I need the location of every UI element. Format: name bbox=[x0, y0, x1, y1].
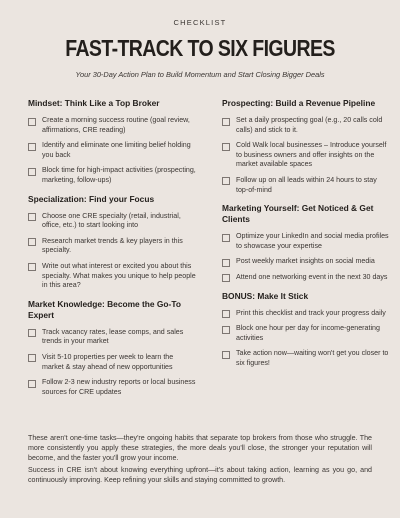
checkbox[interactable] bbox=[28, 168, 36, 176]
checklist-item[interactable] bbox=[222, 176, 390, 195]
checklist-kicker: CHECKLIST bbox=[173, 18, 227, 27]
checkbox[interactable] bbox=[222, 326, 230, 334]
section-market-knowledge bbox=[28, 299, 196, 398]
checklist-item[interactable] bbox=[222, 232, 390, 251]
checklist-item-text: Visit 5-10 properties per week to learn the market & stay ahead of new opportunities bbox=[42, 352, 174, 371]
checkbox[interactable] bbox=[222, 351, 230, 359]
checkbox[interactable] bbox=[222, 118, 230, 126]
checkbox[interactable] bbox=[28, 354, 36, 362]
checklist-item[interactable] bbox=[222, 116, 390, 135]
checklist-item[interactable] bbox=[28, 166, 196, 185]
checklist-item[interactable] bbox=[28, 262, 196, 291]
section-title: Prospecting: Build a Revenue Pipeline bbox=[222, 98, 376, 108]
checklist-item-text: Choose one CRE specialty (retail, industrial, office, etc.) to start looking into bbox=[42, 211, 181, 230]
checklist-item-text: Write out what interest or excited you about this specialty. What makes you unique to help people in this area? bbox=[42, 261, 196, 290]
checkbox[interactable] bbox=[222, 177, 230, 185]
checklist-item[interactable] bbox=[222, 309, 390, 319]
checklist-item[interactable] bbox=[28, 378, 196, 397]
checkbox[interactable] bbox=[222, 259, 230, 267]
checkbox[interactable] bbox=[222, 234, 230, 242]
footer-paragraph: Success in CRE isn't about knowing everything upfront—it's about taking action, learning as you go, and continuously improving. Keep refining your skills and staying committed to growth. bbox=[28, 466, 372, 484]
checklist-item-text: Set a daily prospecting goal (e.g., 20 calls cold calls) and stick to it. bbox=[236, 116, 383, 134]
checkbox[interactable] bbox=[222, 143, 230, 151]
page-title: FAST-TRACK TO SIX FIGURES bbox=[65, 35, 335, 62]
checklist-item[interactable] bbox=[28, 141, 196, 160]
checklist-item[interactable] bbox=[222, 273, 390, 283]
section-title: Specialization: Find your Focus bbox=[28, 193, 155, 204]
checklist-item-text: Post weekly market insights on social media bbox=[236, 257, 375, 266]
section-title: Mindset: Think Like a Top Broker bbox=[28, 98, 160, 108]
checklist-item-text: Cold Walk local businesses – Introduce yourself to business owners and offer insights on the market available spaces bbox=[236, 141, 387, 169]
section-bonus bbox=[222, 291, 390, 369]
checklist-item-text: Optimize your LinkedIn and social media profiles to showcase your expertise bbox=[236, 232, 389, 250]
checklist-item[interactable] bbox=[28, 116, 196, 135]
checkbox[interactable] bbox=[28, 213, 36, 221]
checklist-item[interactable] bbox=[28, 328, 196, 347]
checklist-item-text: Research market trends & key players in this specialty. bbox=[42, 236, 183, 255]
checklist-item-text: Block time for high-impact activities (prospecting, marketing, follow-ups) bbox=[42, 166, 196, 184]
checkbox[interactable] bbox=[28, 329, 36, 337]
checklist-item[interactable] bbox=[28, 237, 196, 256]
left-column bbox=[28, 98, 196, 405]
checklist-item-text: Follow 2-3 new industry reports or local business sources for CRE updates bbox=[42, 378, 196, 396]
section-title: Marketing Yourself: Get Noticed & Get Clients bbox=[222, 203, 374, 225]
checklist-item-text: Attend one networking event in the next 30 days bbox=[236, 272, 388, 281]
checkbox[interactable] bbox=[28, 143, 36, 151]
footer-paragraph: These aren't one-time tasks—they're ongoing habits that separate top brokers from those who struggle. The more consistently you apply these strategies, the more deals you'll close, the stronger your reputation will become, and the faster you'll grow your income. bbox=[28, 434, 372, 462]
right-column bbox=[222, 98, 390, 377]
checklist-item-text: Take action now—waiting won't get you closer to six figures! bbox=[236, 349, 389, 367]
checklist-item[interactable] bbox=[28, 212, 196, 231]
checklist-item-text: Create a morning success routine (goal review, affirmations, CRE reading) bbox=[42, 116, 190, 134]
section-prospecting bbox=[222, 98, 390, 195]
checklist-item[interactable] bbox=[28, 353, 196, 372]
section-mindset bbox=[28, 98, 196, 186]
checklist-item[interactable] bbox=[222, 141, 390, 170]
checkbox[interactable] bbox=[28, 118, 36, 126]
page-subtitle: Your 30-Day Action Plan to Build Momentum and Start Closing Bigger Deals bbox=[75, 70, 325, 79]
checkbox[interactable] bbox=[28, 238, 36, 246]
checklist-item-text: Print this checklist and track your progress daily bbox=[236, 308, 386, 317]
checklist-item[interactable] bbox=[222, 349, 390, 368]
section-title: Market Knowledge: Become the Go-To Expert bbox=[28, 298, 181, 320]
checkbox[interactable] bbox=[28, 263, 36, 271]
checkbox[interactable] bbox=[222, 274, 230, 282]
section-title: BONUS: Make It Stick bbox=[222, 290, 309, 301]
checklist-item-text: Follow up on all leads within 24 hours to stay top-of-mind bbox=[236, 175, 377, 194]
checklist-item[interactable] bbox=[222, 324, 390, 343]
checkbox[interactable] bbox=[222, 310, 230, 318]
checkbox[interactable] bbox=[28, 380, 36, 388]
checklist-item-text: Track vacancy rates, lease comps, and sales trends in your market bbox=[42, 327, 184, 346]
checklist-item-text: Block one hour per day for income-generating activities bbox=[236, 324, 380, 342]
checklist-item-text: Identify and eliminate one limiting belief holding you back bbox=[42, 141, 191, 159]
section-specialization bbox=[28, 194, 196, 291]
section-marketing bbox=[222, 203, 390, 282]
checklist-item[interactable] bbox=[222, 257, 390, 267]
